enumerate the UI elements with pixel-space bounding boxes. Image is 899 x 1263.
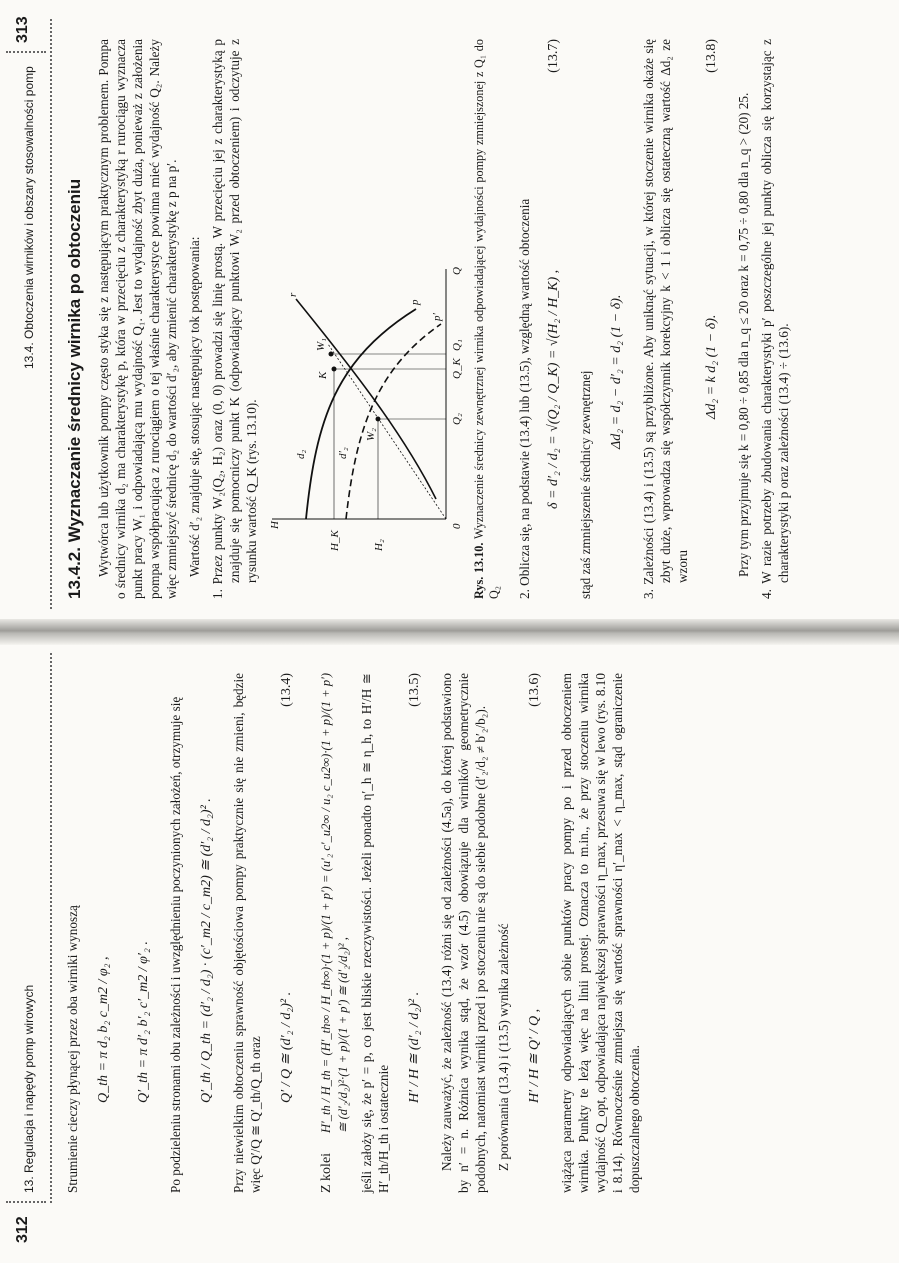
paragraph: Przy niewielkim obtoczeniu sprawność objętościowa pompy praktycznie się nie zmieni, będzie więc Q′/Q ≅ Q′_th/Q_th oraz — [231, 673, 263, 1193]
equation-text: Q_th = π d₂ b₂ c_m2 / φ₂ , — [96, 956, 111, 1103]
equation-text: Q′_th / Q_th = (d′₂ / d₂) · (c′_m2 / c_m2) ≅ (d′₂ / d₂)² . — [199, 798, 214, 1103]
equation-number: (13.4) — [279, 673, 294, 707]
paragraph: Z porównania (13.4) i (13.5) wynika zależność — [496, 923, 511, 1171]
tick-label-q2: Q₂ — [451, 413, 463, 425]
equation — [695, 39, 735, 599]
header-rule — [50, 19, 52, 609]
point-w2 — [376, 417, 381, 422]
equation-label: Z kolei — [319, 1152, 334, 1193]
paragraph: Przy tym przyjmuje się k = 0,80 ÷ 0,85 dla n_q ≤ 20 oraz k = 0,75 ÷ 0,80 dla n_q > (20) 25. — [736, 92, 751, 577]
equation — [537, 39, 577, 599]
list-item: 2. Oblicza się, na podstawie (13.4) lub (13.5), względną wartość obtoczenia — [517, 198, 532, 599]
equation-text: Δd₂ = k d₂ (1 − δ). — [704, 314, 719, 419]
equation — [270, 673, 310, 1193]
equation-number: (13.6) — [527, 673, 542, 707]
origin-label: 0 — [451, 523, 463, 529]
equation-text: δ = d′₂ / d₂ = √(Q₂ / Q_K) = √(H₂ / H_K) , — [546, 269, 561, 509]
figure-caption — [472, 39, 502, 599]
paragraph: Wytwórca lub użytkownik pompy często styka się z następującym praktycznym problemem. Pompa o średnicy wirnika d₂ ma charakterystykę p, która w przecięciu z charakterystyką r rurociągu wyznacza punkt pracy W₁ i odpowiadającą mu wydajność Q₁. Jest to wydajność zbyt duża, ponieważ z założenia pompa współpracująca z rurociągiem o tej właśnie charakterystyce powinna mieć wydajność Q₂. Należy więc zmniejszyć średnicę d₂ do wartości d′₂, aby zmienić charakterystykę z p na p′. — [96, 39, 179, 599]
line-through-origin — [328, 344, 446, 519]
list-item: 1. Przez punkty W₂(Q₂, H₂) oraz (0, 0) prowadzi się linię prostą. W przecięciu jej z charakterystyką p znajduje się pomocniczy punkt K (odpowiadający punktowi W₂ przed obtoczeniem) i odczytuje z rysunku wartość Q_K (rys. 13.10). — [210, 39, 259, 599]
paragraph: Należy zauważyć, że zależność (13.4) różni się od zależności (4.5a), do której podstawiono by n′ = n. Różnica wynika stąd, że wzór (4.5) obowiązuje dla wirników geometrycznie podobnych, natomiast wirniki przed i po stoczeniu nie są do siebie podobne (d′₂/d₂ ≠ b′₂/b₂). — [439, 673, 488, 1193]
section-number: 13.4.2. — [65, 547, 84, 599]
point-label-w1: W₁ — [315, 338, 327, 351]
running-header: 13.4. Obtoczenia wirników i obszary stosowalności pomp — [22, 66, 36, 369]
point-label-w2: W₂ — [365, 428, 377, 441]
header-rule — [50, 653, 52, 1203]
page-number: 313 — [14, 16, 31, 43]
paragraph: wiążąca parametry odpowiadających sobie punktów pracy pompy po i przed obtoczeniem wirnika. Punkty te leżą więc na linii prostej. Oznacza to m.in., że przy stoczeniu wirnika wydajność Q_opt, odpowiadająca największej sprawności η_max, przesuwa się w lewo (rys. 8.10 i 8.14). Równocześnie zmniejsza się wartość sprawności η′_max < η_max, stąd ograniczenie dopuszczalnego obtoczenia. — [559, 673, 642, 1193]
axis-label-q: Q — [451, 267, 463, 275]
equation-number: (13.7) — [546, 39, 561, 73]
right-body — [60, 39, 796, 599]
tick-label-h2: H₂ — [373, 539, 385, 551]
equation — [310, 673, 358, 1193]
tick-label-hk: H_K — [329, 530, 341, 551]
point-label-k: K — [317, 371, 329, 379]
equation-text: H′_th / H_th = (H′_th∞ / H_th∞)·(1 + p)/(1 + p′) = (u′₂ c′_u2∞ / u₂ c_u2∞)·(1 + p)/(1 + p′) ≅ (d′₂/d₂)²·(1 + p)/(1 + p′) ≅ (d′₂/d₂)² , — [319, 673, 350, 1133]
page-number: 312 — [14, 1216, 31, 1243]
axis-label-h: H — [269, 521, 281, 529]
curve-r — [296, 299, 436, 499]
equation — [190, 673, 230, 1193]
equation — [398, 673, 438, 1193]
point-k — [332, 367, 337, 372]
equation-number: (13.8) — [704, 39, 719, 73]
equation-text: Q′ / Q ≅ (d′₂ / d₂)² . — [279, 991, 294, 1103]
curve-label-p-prime: p′ — [431, 313, 443, 321]
equation-text: H′ / H ≅ (d′₂ / d₂)² . — [407, 991, 422, 1103]
curve-label-d2-prime: d′₂ — [337, 447, 349, 459]
equation — [127, 673, 167, 1193]
paragraph: stąd zaś zmniejszenie średnicy zewnętrznej — [578, 370, 593, 599]
point-w1 — [329, 352, 334, 357]
right-page — [0, 0, 899, 619]
tick-label-q1: Q₁ — [451, 339, 463, 351]
list-item: 4. W razie potrzeby zbudowania charakterystyki p′ poszczególne jej punkty oblicza się korzystając z charakterystyki p oraz zależności (13.4) ÷ (13.6). — [759, 39, 791, 599]
equation-text: Δd₂ = d₂ − d′₂ = d₂ (1 − δ). — [609, 294, 624, 449]
paragraph: Wartość d′₂ znajduje się, stosując następujący tok postępowania: — [187, 236, 202, 577]
header-separator — [6, 1201, 46, 1203]
equation — [518, 673, 558, 1193]
curve-label-p: p — [409, 299, 421, 305]
curve-p-prime — [346, 324, 441, 519]
paragraph: Strumienie cieczy płynącej przez oba wirniki wynoszą — [65, 905, 80, 1193]
equation — [87, 673, 127, 1193]
curve-label-r: r — [287, 292, 299, 297]
section-title: Wyznaczanie średnicy wirnika po obtoczeniu — [65, 178, 84, 543]
header-separator — [6, 51, 46, 53]
paragraph: jeśli założy się, że p′ = p, co jest bliskie rzeczywistości. Jeżeli ponadto η′_h ≅ η_h, to H′/H ≅ H′_th/H_th i ostatecznie — [359, 673, 391, 1193]
tick-label-qk: Q_K — [451, 358, 463, 379]
figure-caption-label: Rys. 13.10. — [472, 542, 486, 599]
equation-text: Q′_th = π d′₂ b′₂ c′_m2 / φ′₂ . — [136, 941, 151, 1103]
running-header: 13. Regulacja i napędy pomp wirowych — [22, 984, 36, 1193]
equation-text: H′ / H ≅ Q′ / Q , — [527, 1008, 542, 1103]
list-item: 3. Zależności (13.4) i (13.5) są przybliżone. Aby uniknąć sytuacji, w której stoczenie wirnika okaże się zbyt duże, wprowadza się współczynnik korekcyjny k < 1 i oblicza się ostateczną wartość Δd₂ ze wzoru — [641, 39, 690, 599]
equation — [600, 39, 640, 599]
curve-label-d2: d₂ — [295, 449, 307, 459]
left-body — [64, 673, 649, 1193]
book-fold-shadow — [0, 619, 899, 645]
equation-number: (13.5) — [407, 673, 422, 707]
figure-caption-text: Wyznaczenie średnicy zewnętrznej wirnika odpowiadającej wydajności pompy zmniejszonej z Q₁ do Q₂ — [472, 39, 501, 599]
section-heading — [66, 39, 83, 599]
paragraph: Po podzieleniu stronami obu zależności i uwzględnieniu poczynionych założeń, otrzymuje się — [168, 696, 183, 1193]
left-page — [0, 643, 899, 1263]
figure-13-10 — [266, 259, 466, 559]
